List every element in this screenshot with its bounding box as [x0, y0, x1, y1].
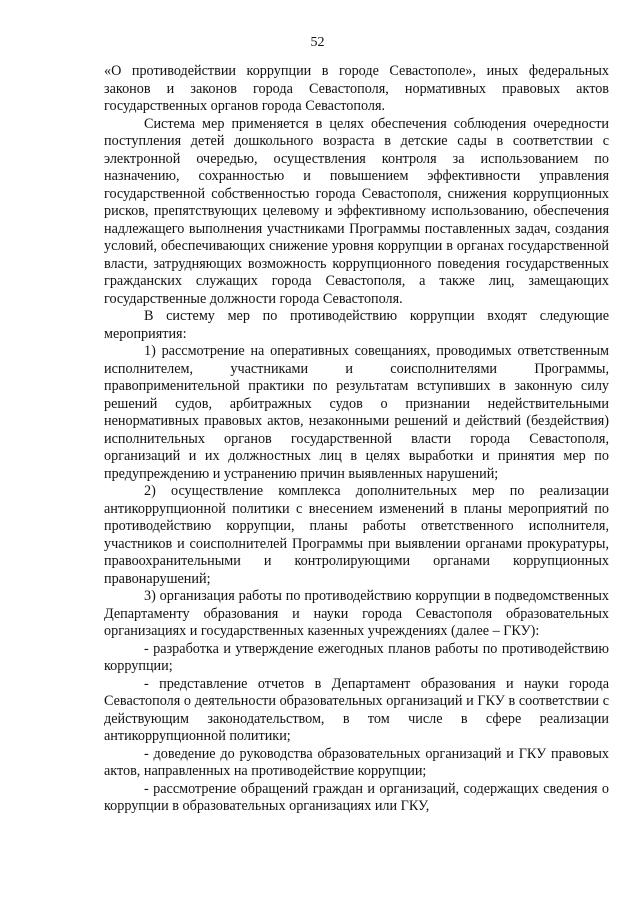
sub-item-plans: - разработка и утверждение ежегодных планов работы по противодействию коррупции; [104, 640, 609, 674]
document-body [104, 63, 609, 816]
list-item-2: 2) осуществление комплекса дополнительных мер по реализации антикоррупционной политики с внесением изменений в планы мероприятий по противодействию коррупции, планы работы ответственного исполнителя, участников и соисполнителей Программы при выявлении органами прокуратуры, правоохранительными и контролирующими органами коррупционных правонарушений; [104, 483, 609, 587]
list-item-1: 1) рассмотрение на оперативных совещаниях, проводимых ответственным исполнителем, участниками и соисполнителями Программы, правоприменительной практики по результатам вступивших в законную силу решений судов, арбитражных судов о признании недействительными ненормативных правовых актов, незаконными решений и действий (бездействия) исполнительных органов государственной власти города Севастополя, организаций и их должностных лиц в целях выработки и принятия мер по предупреждению и устранению причин выявленных нарушений; [104, 343, 609, 482]
paragraph-measures-intro: В систему мер по противодействию коррупции входят следующие мероприятия: [104, 308, 609, 342]
sub-item-legal-acts: - доведение до руководства образовательных организаций и ГКУ правовых актов, направленных на противодействие коррупции; [104, 745, 609, 779]
sub-item-appeals: - рассмотрение обращений граждан и организаций, содержащих сведения о коррупции в образовательных организациях или ГКУ, [104, 780, 609, 814]
sub-item-reports: - представление отчетов в Департамент образования и науки города Севастополя о деятельности образовательных организаций и ГКУ в соответствии с действующим законодательством, в том числе в сфере реализации антикоррупционной политики; [104, 675, 609, 744]
list-item-3: 3) организация работы по противодействию коррупции в подведомственных Департаменту образования и науки города Севастополя образовательных организациях и государственных казенных учреждениях (далее – ГКУ): [104, 588, 609, 639]
paragraph-continuation: «О противодействии коррупции в городе Севастополе», иных федеральных законов и законов города Севастополя, нормативных правовых актов государственных органов города Севастополя. [104, 63, 609, 114]
page-number: 52 [310, 35, 325, 50]
paragraph-system-of-measures: Система мер применяется в целях обеспечения соблюдения очередности поступления детей дошкольного возраста в детские сады в соответствии с электронной очередью, осуществления контроля за использованием по назначению, сохранностью и повышением эффективности управления государственной собственностью города Севастополя, снижения коррупционных рисков, препятствующих целевому и эффективному использованию, обеспечения надлежащего выполнения участниками Программы поставленных задач, создания условий, обеспечивающих снижение уровня коррупции в органах государственной власти, затрудняющих возможность коррупционного поведения государственных гражданских служащих города Севастополя, а также лиц, замещающих государственные должности города Севастополя. [104, 115, 609, 307]
